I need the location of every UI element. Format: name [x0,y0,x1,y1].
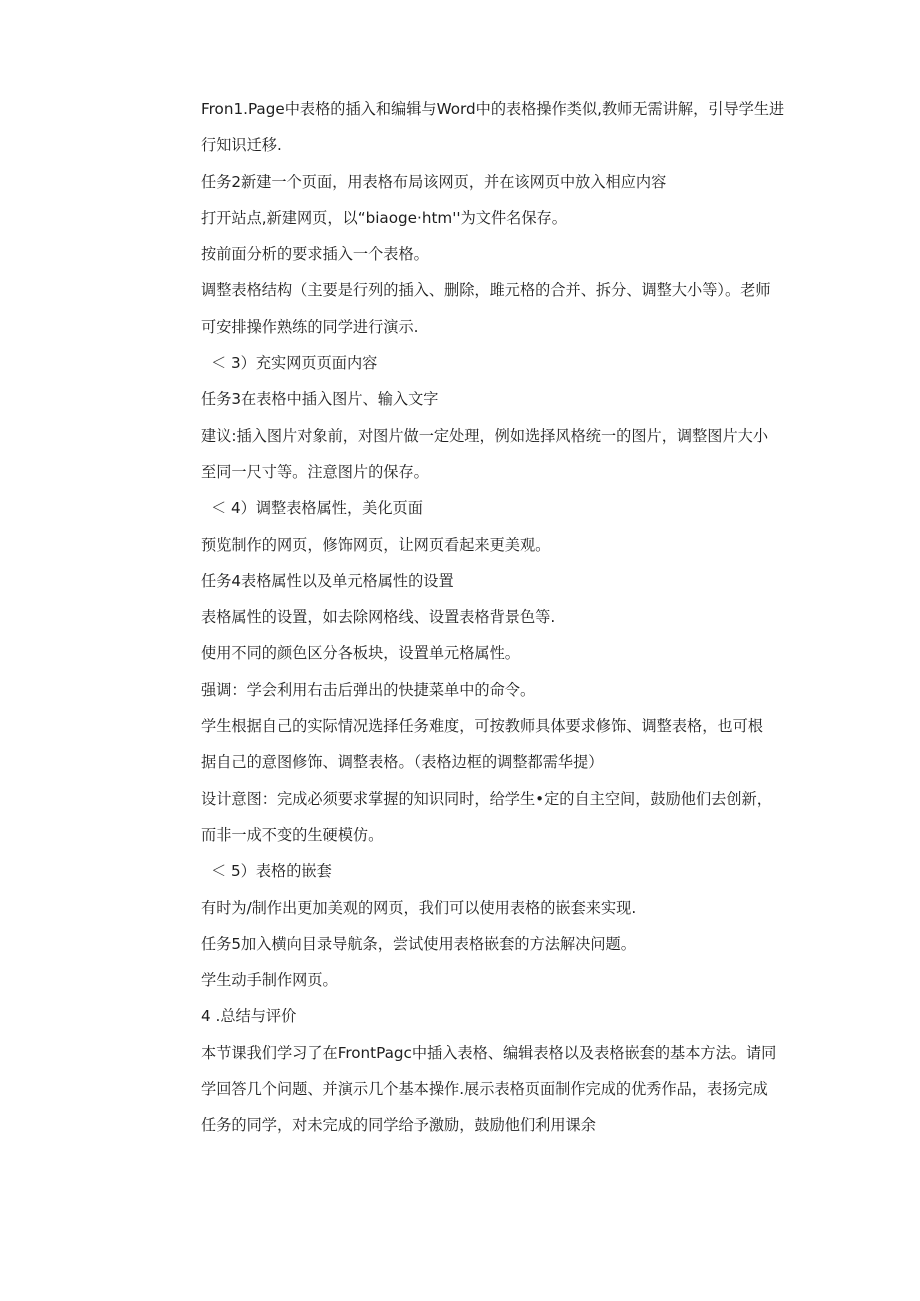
paragraph-line: 而非一成不变的生硬模仿。 [201,825,384,844]
paragraph-line: 任务的同学，对未完成的同学给予激励，鼓励他们利用课余 [201,1116,596,1135]
paragraph-line: 表格属性的设置，如去除网格线、设置表格背景色等. [201,608,556,627]
paragraph-line: 本节课我们学习了在FrontPagc中插入表格、编辑表格以及表格嵌套的基本方法。请同 [201,1043,777,1062]
task-heading: 任务5加入横向目录导航条，尝试使用表格嵌套的方法解决问题。 [201,934,636,953]
task-heading: 任务3在表格中插入图片、输入文字 [201,390,439,409]
section-heading: ＜ 4）调整表格属性，美化页面 [211,499,423,518]
paragraph-line: 学回答几个问题、并演示几个基本操作.展示表格页面制作完成的优秀作品，表扬完成 [201,1080,768,1099]
paragraph-line: 打开站点,新建网页，以“biaoge·htm''为文件名保存。 [201,208,567,227]
paragraph-line: Fron1.Page中表格的插入和编辑与Word中的表格操作类似,教师无需讲解，引导学生进 [201,100,785,118]
paragraph-line: 按前面分析的要求插入一个表格。 [201,245,429,264]
paragraph-line: 调整表格结构（主要是行列的插入、删除，雎元格的合并、拆分、调整大小等）。老师 [201,281,771,300]
paragraph-line: 强调：学会利用右击后弹出的快捷菜单中的命令。 [201,680,536,699]
paragraph-line: 预览制作的网页，修饰网页，让网页看起来更美观。 [201,535,551,554]
section-heading: ＜ 3）充实网页页面内容 [211,354,378,373]
paragraph-line: 学生根据自己的实际情况选择任务难度，可按教师具体要求修饰、调整表格，也可根 [201,717,763,736]
section-heading: 4 .总结与评价 [201,1007,297,1026]
paragraph-line: 行知识迁移. [201,136,282,155]
paragraph-line: 设计意图：完成必须要求掌握的知识同时，给学生•定的自主空间，鼓励他们去创新， [201,789,772,808]
task-heading: 任务2新建一个页面，用表格布局该网页，并在该网页中放入相应内容 [201,172,667,191]
paragraph-line: 据自己的意图修饰、调整表格。（表格边框的调整都需华提） [201,753,604,772]
task-heading: 任务4表格属性以及单元格属性的设置 [201,571,454,590]
paragraph-line: 可安排操作熟练的同学进行演示. [201,317,419,336]
paragraph-line: 学生动手制作网页。 [201,971,338,990]
document-body [201,94,851,1147]
paragraph-line: 使用不同的颜色区分各板块，设置单元格属性。 [201,644,520,663]
paragraph-line: 有时为/制作出更加美观的网页，我们可以使用表格的嵌套来实现. [201,898,637,917]
paragraph-line: 至同一尺寸等。注意图片的保存。 [201,462,429,481]
paragraph-line: 建议:插入图片对象前，对图片做一定处理，例如选择风格统一的图片，调整图片大小 [201,426,769,445]
section-heading: ＜ 5）表格的嵌套 [211,862,332,881]
